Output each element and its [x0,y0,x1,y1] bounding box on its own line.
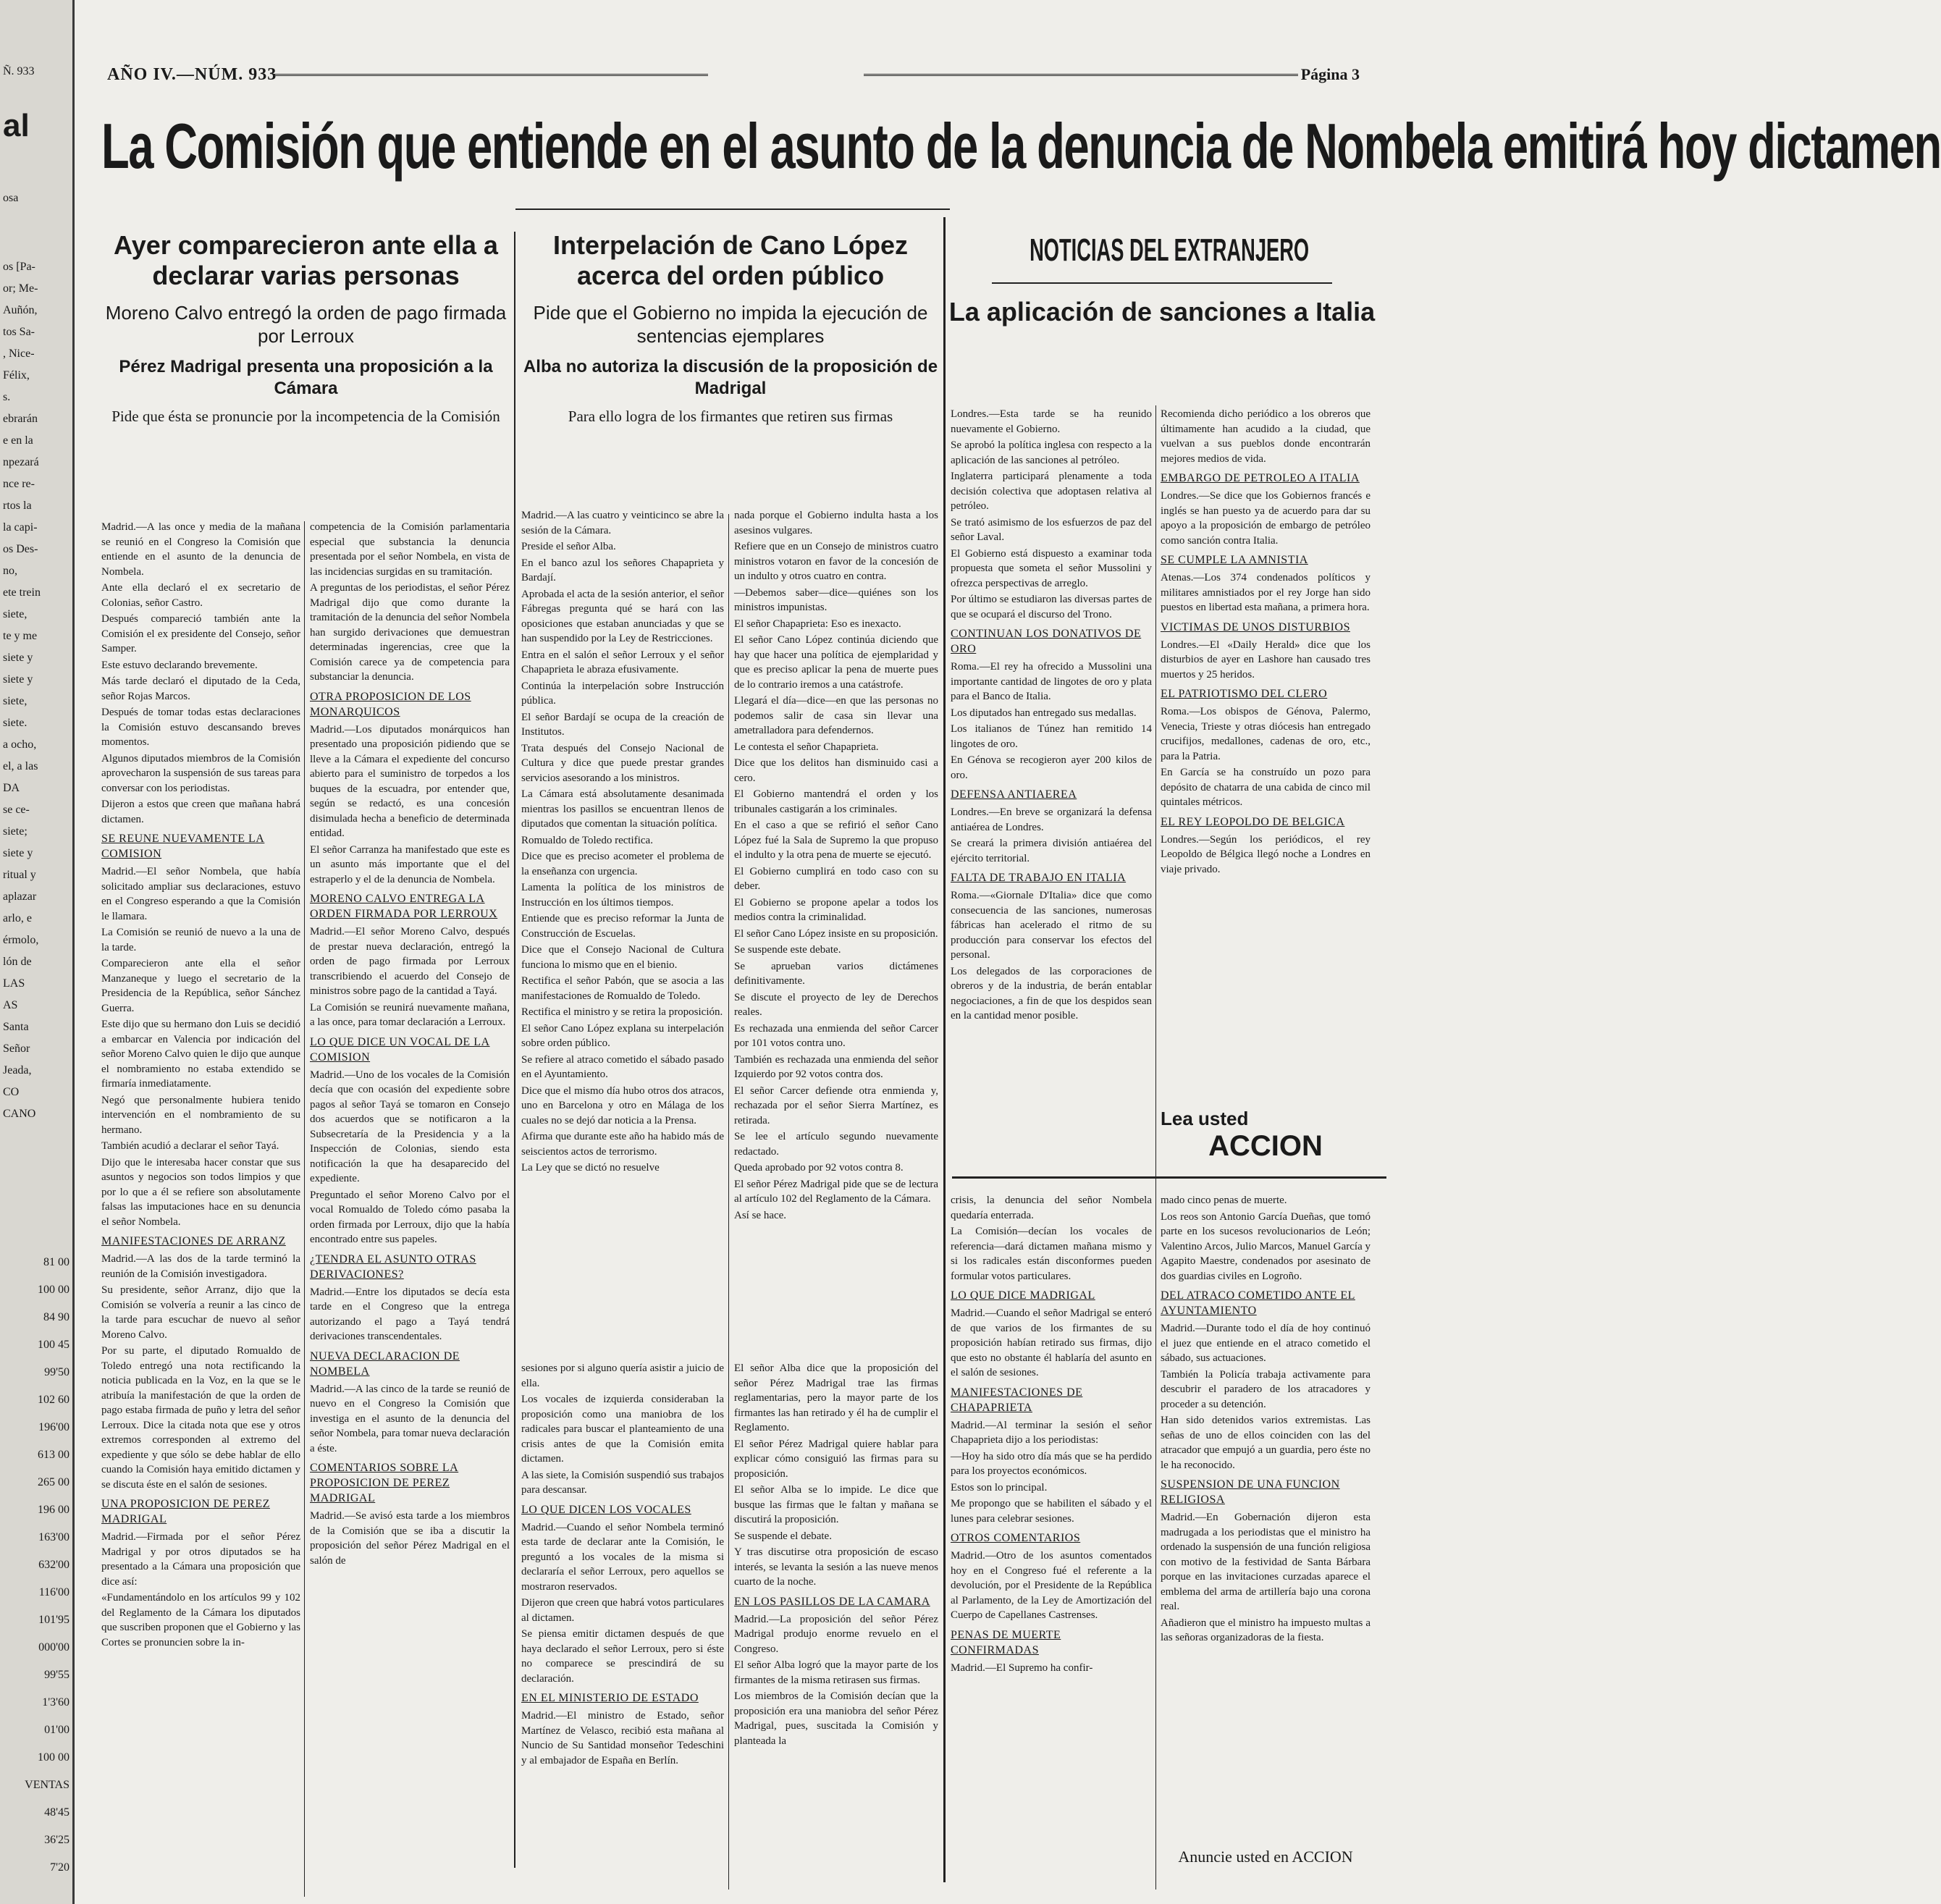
paragraph: Estos son lo principal. [951,1481,1048,1494]
section-subhead: MANIFESTACIONES DE CHAPAPRIETA [951,1386,1083,1414]
paragraph: Se refiere al atraco cometido el sábado pasado en el Ayuntamiento. [521,1053,724,1080]
spine-number: 100 45 [38,1339,70,1351]
spine-fragment: siete, [3,608,28,620]
section-subhead: NUEVA DECLARACION DE NOMBELA [310,1349,460,1378]
paragraph: Entiende que es preciso reformar la Junta de Construcción de Escuelas. [521,913,724,940]
left-deck-2: Pérez Madrigal presenta una proposición a la Cámara [119,357,493,398]
left-headline: Ayer comparecieron ante ella a declarar varias personas [114,230,498,290]
paragraph: Madrid.—Uno de los vocales de la Comisión decía que con ocasión del expediente sobre pagos al señor Tayá se tomaron en Consejo dos acuerdos que se notificaron a la Subsecretaría de la Presidencia y a la Inspección de Colonias, siendo esta notificación la que ha desaparecido del expediente. [310,1069,510,1184]
column-gutter-middle [728,514,729,1890]
continuation-column-6 [1161,1193,1371,1837]
section-subhead: CONTINUAN LOS DONATIVOS DE ORO [951,628,1142,655]
spine-number: VENTAS [25,1779,70,1791]
paragraph: sesiones por si alguno quería asistir a juicio de ella. [521,1362,724,1389]
foreign-column-6 [1161,407,1371,1087]
section-subhead: LO QUE DICE MADRIGAL [951,1289,1095,1302]
paragraph: Madrid.—Cuando el señor Madrigal se enteró de que varios de los firmantes de su proposición habían retirado sus firmas, dijo que esto no obstante él hablaría del asunto en el salón de sesiones. [951,1307,1152,1378]
spine-number: 100 00 [38,1751,70,1764]
continuation-column-5 [951,1193,1152,1888]
spine-number: 7'20 [50,1861,70,1874]
paragraph: Refiere que en un Consejo de ministros cuatro ministros votaron en favor de la concesión de un indulto y otros cuatro en contra. [734,541,938,582]
paragraph: Los delegados de las corporaciones de obreros y de la industria, de berán entablar negociaciones, a fin de que los despidos sean en la cantidad menor posible. [951,965,1152,1021]
paragraph: Es rechazada una enmienda del señor Carcer por 101 votos contra uno. [734,1022,938,1049]
spine-fragment: siete y [3,673,33,686]
section-subhead: DEFENSA ANTIAEREA [951,788,1077,801]
section-subhead: EMBARGO DE PETROLEO A ITALIA [1161,472,1360,484]
paragraph: La Ley que se dictó no resuelve [521,1162,660,1174]
paragraph: Madrid.—Durante todo el día de hoy continuó el juez que entiende en el atraco cometido el sábado, sus actuaciones. [1161,1323,1371,1364]
foreign-news-headline: La aplicación de sanciones a Italia [948,297,1376,327]
paragraph: También acudió a declarar el señor Tayá. [101,1140,279,1152]
spine-fragment: te y me [3,630,38,642]
section-subhead: FALTA DE TRABAJO EN ITALIA [951,872,1127,884]
paragraph: Así se hace. [734,1209,787,1221]
paragraph: Londres.—En breve se organizará la defensa antiaérea de Londres. [951,806,1152,833]
spine-fragment: Señor [3,1042,30,1055]
column-gutter-left [304,521,305,1897]
spine-fragment: se ce- [3,804,30,816]
spine-number: 265 00 [38,1476,70,1488]
paragraph: Se trató asimismo de los esfuerzos de paz del señor Laval. [951,516,1152,543]
paragraph: También la Policía trabaja activamente para descubrir el paradero de los atracadores y proceder a su detención. [1161,1368,1371,1410]
section-subhead: OTROS COMENTARIOS [951,1532,1081,1544]
paragraph: El señor Alba logró que la mayor parte de los firmantes de la misma retirasen sus firmas. [734,1659,938,1686]
spine-number: 102 60 [38,1394,70,1406]
spine-number: 196'00 [38,1421,70,1433]
paragraph: —Debemos saber—dice—quiénes son los ministros impunistas. [734,586,938,613]
spine-fragment: arlo, e [3,912,32,924]
section-subhead: OTRA PROPOSICION DE LOS MONARQUICOS [310,690,471,718]
spine-number: 632'00 [38,1559,70,1571]
paragraph: Londres.—Se dice que los Gobiernos francés e inglés se han puesto ya de acuerdo para dar su apoyo a la proposición de embargo de petróleo como sanción contra Italia. [1161,490,1371,547]
page-number: Página 3 [1300,65,1360,83]
section-subhead: DEL ATRACO COMETIDO ANTE EL AYUNTAMIENTO [1161,1289,1355,1317]
paragraph: Se suspende este debate. [734,944,841,956]
paragraph: Madrid.—A las once y media de la mañana se reunió en el Congreso la Comisión que entiende en el asunto de la denuncia de Nombela. [101,521,300,578]
spine-number: 100 00 [38,1284,70,1296]
paragraph: Se aprueban varios dictámenes definitivamente. [734,960,938,987]
section-subhead: SE CUMPLE LA AMNISTIA [1161,554,1308,566]
section-subhead: LO QUE DICEN LOS VOCALES [521,1503,691,1516]
paragraph: Madrid.—El Supremo ha confir- [951,1661,1093,1674]
middle-column-4-top [734,508,938,1359]
column-rule-2 [943,217,946,1882]
paragraph: Continúa la interpelación sobre Instrucción pública. [521,680,724,707]
paragraph: Me propongo que se habiliten el sábado y el lunes para celebrar sesiones. [951,1498,1152,1525]
paragraph: Dijo que le interesaba hacer constar que sus asuntos y negocios son todos limpios y que por lo que a él se refiere son absolutamente falsas las imputaciones hace en su denuncia el señor Nombela. [101,1156,300,1228]
paragraph: Recomienda dicho periódico a los obreros que últimamente han acudido a la ciudad, que vuelvan a sus pueblos donde encontrarán mejores medios de vida. [1161,408,1371,465]
middle-column-3-bottom [521,1361,724,1888]
spine-number: 116'00 [38,1586,70,1598]
section-subhead: EL PATRIOTISMO DEL CLERO [1161,688,1328,700]
spine-fragment: Félix, [3,369,30,382]
paragraph: El señor Carcer defiende otra enmienda y, rechazada por el señor Sierra Martínez, es retirada. [734,1084,938,1126]
adjacent-page-edge [0,0,75,1904]
middle-column-4-bottom [734,1361,938,1888]
spine-fragment: , Nice- [3,347,35,360]
paragraph: En Génova se recogieron ayer 200 kilos de oro. [951,754,1152,781]
paragraph: Madrid.—Los diputados monárquicos han presentado una proposición pidiendo que se lleve a la Cámara el expediente del concurso abierto para el suministro de torpedos a los buques de la escuadra, por entender que, según se redactó, es una concesión disimulada hecha a beneficio de determinada entidad. [310,723,510,839]
paragraph: Inglaterra participará plenamente a toda decisión colectiva que adoptasen relativa al petróleo. [951,471,1152,512]
foreign-column-5 [951,407,1152,1171]
left-article-heads [101,230,510,505]
paragraph: Madrid.—Firmada por el señor Pérez Madrigal y por otros diputados se ha presentado a la Cámara una proposición que dice así: [101,1531,300,1588]
paragraph: Negó que personalmente hubiera tenido intervención en el nombramiento de su hermano. [101,1094,300,1136]
paragraph: competencia de la Comisión parlamentaria especial que substancia la denuncia presentada por el señor Nombela, en vista de las incidencias surgidas en su tramitación. [310,521,510,578]
middle-deck-3: Para ello logra de los firmantes que retiren sus firmas [568,408,893,425]
paragraph: Queda aprobado por 92 votos contra 8. [734,1162,904,1174]
paragraph: El señor Alba se lo impide. Le dice que busque las firmas que le faltan y mañana se discutirá la proposición. [734,1484,938,1525]
paragraph: Algunos diputados miembros de la Comisión aprovecharon la suspensión de sus tareas para conversar con los periodistas. [101,752,300,794]
spine-fragment: la capi- [3,521,38,534]
paragraph: crisis, la denuncia del señor Nombela quedaría enterrada. [951,1195,1152,1221]
spine-fragment: lón de [3,956,32,968]
paragraph: Trata después del Consejo Nacional de Cultura y dice que puede prestar grandes servicios asesorando a los ministros. [521,742,724,784]
paragraph: Dijeron a estos que creen que mañana habrá dictamen. [101,799,300,825]
spine-fragment: Auñón, [3,304,38,316]
section-subhead: VICTIMAS DE UNOS DISTURBIOS [1161,620,1350,633]
paragraph: Afirma que durante este año ha habido más de seiscientos actos de terrorismo. [521,1131,724,1158]
paragraph: La Comisión se reunió de nuevo a la una de la tarde. [101,927,300,953]
middle-article-heads [521,230,940,505]
paragraph: —Hoy ha sido otro día más que se ha perdido para los proyectos económicos. [951,1450,1152,1477]
section-subhead: ¿TENDRA EL ASUNTO OTRAS DERIVACIONES? [310,1252,476,1281]
paragraph: Madrid.—Al terminar la sesión el señor Chapaprieta dijo a los periodistas: [951,1419,1152,1446]
paragraph: Madrid.—El señor Nombela, que había solicitado ampliar sus declaraciones, estuvo en el Congreso esperando a que la Comisión le llamara. [101,866,300,922]
paragraph: El señor Cano López continúa diciendo que hay que hacer una política de ejemplaridad y que es preciso aplicar la pena de muerte pues de lo contrario iremos a una catástrofe. [734,634,938,691]
spine-fragment: AS [3,999,18,1011]
accion-promo [1161,1108,1371,1173]
section-subhead: SE REUNE NUEVAMENTE LA COMISION [101,833,265,860]
left-deck-1: Moreno Calvo entregó la orden de pago firmada por Lerroux [105,302,507,347]
spine-fragment: no, [3,565,17,577]
header-rule-left [274,74,708,76]
spine-fragment: DA [3,782,20,794]
spine-fragment: npezará [3,456,39,468]
spine-number: 163'00 [38,1531,70,1543]
paragraph: Aprobada el acta de la sesión anterior, el señor Fábregas pregunta qué se hará con las oposiciones que estaban anunciadas y que se han suspendido por la Ley de Restricciones. [521,588,724,644]
spine-fragment: siete y [3,652,33,664]
paragraph: Madrid.—A las cuatro y veinticinco se abre la sesión de la Cámara. [521,510,724,536]
paragraph: Dice que el mismo día hubo otros dos atracos, uno en Barcelona y otro en Málaga de los cuales no se dejó dar noticia a la Prensa. [521,1084,724,1126]
paragraph: En el banco azul los señores Chapaprieta y Bardají. [521,557,724,584]
spine-fragment: siete, [3,695,28,707]
spine-number: 1'3'60 [42,1696,70,1709]
section-subhead: UNA PROPOSICION DE PEREZ MADRIGAL [101,1498,270,1525]
paragraph: Preguntado el señor Moreno Calvo por el vocal Romualdo de Toledo cómo pasaba la orden firmada por Lerroux, dijo que la había encontrado entre sus papeles. [310,1189,510,1245]
paragraph: Se suspende el debate. [734,1530,832,1542]
section-subhead: PENAS DE MUERTE CONFIRMADAS [951,1628,1061,1656]
paragraph: Han sido detenidos varios extremistas. Las señas de uno de ellos coinciden con las del atracador que empujó a un guardia, pero éste no le ha reconocido. [1161,1415,1371,1471]
left-article-column-1 [101,520,300,1888]
paragraph: Rectifica el ministro y se retira la proposición. [521,1006,723,1018]
paragraph: El señor Carranza ha manifestado que este es un asunto más importante que el del estraperlo y el de la denuncia de Nombela. [310,843,510,885]
paragraph: Ante ella declaró el ex secretario de Colonias, señor Castro. [101,582,300,609]
section-subhead: MORENO CALVO ENTREGA LA ORDEN FIRMADA POR LERROUX [310,893,498,920]
paragraph: La Cámara está absolutamente desanimada mientras los pasillos se encuentran llenos de diputados que comentan la situación política. [521,788,724,830]
paragraph: Este dijo que su hermano don Luis se decidió a embarcar en Valencia por indicación del señor Moreno Calvo quien le dijo que aunque el nombramiento no estaba extendido se firmaría inmediatamente. [101,1019,300,1090]
spine-fragment: os Des- [3,543,38,555]
paragraph: Madrid.—El señor Moreno Calvo, después de prestar nueva declaración, entregó la orden de pago firmada por Lerroux transcribiendo el acuerdo del Consejo de ministros sobre pago de la cantidad a Tayá. [310,926,510,997]
paragraph: Madrid.—Entre los diputados se decía esta tarde en el Congreso que la entrega autorizando el pago a Tayá tendrá derivaciones transcendentales. [310,1286,510,1342]
middle-deck-2: Alba no autoriza la discusión de la proposición de Madrigal [523,357,938,398]
spine-fragment: LAS [3,977,25,990]
foreign-news-heads [948,230,1376,397]
spine-fragment: os [Pa- [3,261,35,273]
paragraph: Rectifica el señor Pabón, que se asocia a las manifestaciones de Romualdo de Toledo. [521,975,724,1002]
spine-number: 000'00 [38,1641,70,1654]
paragraph: En García se ha construído un pozo para depósito de chatarra de una cabida de cinco mil quintales métricos. [1161,767,1371,808]
paragraph: El Gobierno está dispuesto a examinar toda propuesta que someta el señor Mussolini y ofrezca perspectivas de arreglo. [951,547,1152,589]
paragraph: El señor Cano López insiste en su proposición. [734,927,938,940]
paragraph: «Fundamentándolo en los artículos 99 y 102 del Reglamento de la Cámara los diputados que suscriben proponen que el Gobierno y las Cortes se pronuncien sobre la in- [101,1592,300,1648]
accion-promo-name: ACCION [1208,1130,1323,1162]
spine-fragment: Santa [3,1021,29,1033]
paragraph: Madrid.—Se avisó esta tarde a los miembros de la Comisión que se iba a discutir la proposición del señor Pérez Madrigal en el salón de [310,1510,510,1567]
paragraph: Después de tomar todas estas declaraciones la Comisión estuvo descansando breves momentos. [101,707,300,748]
paragraph: Y tras discutirse otra proposición de escaso interés, se levanta la sesión a las nueve menos cuarto de la noche. [734,1546,938,1588]
paragraph: Preside el señor Alba. [521,541,616,552]
spine-fragment: siete. [3,717,28,729]
page-header [107,62,1360,88]
spine-fragment: nce re- [3,478,35,490]
section-subhead: EN LOS PASILLOS DE LA CAMARA [734,1595,930,1608]
paragraph: El señor Cano López explana su interpelación sobre orden público. [521,1022,724,1049]
paragraph: Roma.—El rey ha ofrecido a Mussolini una importante cantidad de lingotes de oro y plata para el Banco de Italia. [951,661,1152,702]
spine-number: 101'95 [38,1614,70,1626]
paragraph: Londres.—Según los periódicos, el rey Leopoldo de Bélgica llegó noche a Londres en viaje privado. [1161,833,1371,875]
spine-fragment: aplazar [3,890,37,903]
paragraph: nada porque el Gobierno indulta hasta a los asesinos vulgares. [734,510,938,536]
paragraph: Madrid.—Otro de los asuntos comentados hoy en el Congreso fué el referente a la devolución, por el Presidente de la República al Parlamento, de la Ley de Amortización del Cuerpo de Capellanes Castrenses. [951,1550,1152,1621]
paragraph: Se creará la primera división antiaérea del ejército territorial. [951,838,1152,864]
spine-number: 01'00 [44,1724,70,1736]
paragraph: Después compareció también ante la Comisión el ex presidente del Consejo, señor Samper. [101,613,300,654]
paragraph: Dice que los delitos han disminuido casi a cero. [734,757,938,784]
section-subhead: EL REY LEOPOLDO DE BELGICA [1161,815,1345,828]
paragraph: El señor Alba dice que la proposición del señor Pérez Madrigal trae las firmas reglamentarias, pero la mayor parte de los firmantes las han retirado y él ha de cumplir el Reglamento. [734,1362,938,1433]
spine-fragment: Ñ. 933 [3,65,35,77]
paragraph: Le contesta el señor Chapaprieta. [734,741,879,753]
spine-fragment: CO [3,1086,20,1098]
section-subhead: EN EL MINISTERIO DE ESTADO [521,1692,699,1704]
spine-fragment: siete; [3,825,28,838]
paragraph: El señor Pérez Madrigal quiere hablar para explicar cómo consiguió las firmas para su proposición. [734,1438,938,1480]
paragraph: Los miembros de la Comisión decían que la proposición era una maniobra del señor Pérez Madrigal, pues, suscitada la Comisión y planteada la [734,1690,938,1747]
spine-number: 48'45 [44,1806,70,1819]
paragraph: El Gobierno mantendrá el orden y los tribunales castigarán a los criminales. [734,788,938,815]
issue-number: AÑO IV.—NÚM. 933 [107,65,277,84]
paragraph: Londres.—Esta tarde se ha reunido nuevamente el Gobierno. [951,408,1152,435]
paragraph: Este estuvo declarando brevemente. [101,659,258,671]
paragraph: Los vocales de izquierda consideraban la proposición como una maniobra de los radicales para buscar el planteamiento de una crisis antes de que la Comisión emita dictamen. [521,1394,724,1465]
paragraph: El señor Pérez Madrigal pide que se de lectura al artículo 102 del Reglamento de la Cámara. [734,1178,938,1205]
spine-fragment: a ocho, [3,738,37,751]
paragraph: Dice que es preciso acometer el problema de la enseñanza con urgencia. [521,851,724,877]
spine-number: 613 00 [38,1449,70,1461]
foreign-news-title: NOTICIAS DEL EXTRANJERO [1030,232,1310,268]
paragraph: Más tarde declaró el diputado de la Ceda, señor Rojas Marcos. [101,675,300,702]
spine-fragment: tos Sa- [3,326,35,338]
spine-fragment: CANO [3,1108,36,1120]
spine-fragment: el, a las [3,760,38,772]
paragraph: Roma.—«Giornale D'Italia» dice que como consecuencia de las sanciones, numerosas fábricas han acelerado el ritmo de su producción para conservar los efectos del personal. [951,890,1152,961]
paragraph: Madrid.—A las cinco de la tarde se reunió de nuevo en el Congreso la Comisión que investiga en el asunto de la denuncia del señor Nombela, para tomar nueva declaración a éste. [310,1383,510,1454]
banner-headline [101,103,1941,190]
section-subhead: MANIFESTACIONES DE ARRANZ [101,1235,286,1247]
spine-number: 99'50 [44,1366,70,1378]
paragraph: Lamenta la política de los ministros de Instrucción en los últimos tiempos. [521,882,724,909]
paragraph: El señor Bardají se ocupa de la creación de Institutos. [521,711,724,738]
spine-fragment: osa [3,192,19,204]
header-rule-right [864,74,1298,76]
spine-fragment: Jeada, [3,1064,32,1077]
banner-underline [515,208,950,210]
paragraph: Atenas.—Los 374 condenados políticos y militares amnistiados por el rey Jorge han sido puestos en libertad esta mañana, a primera hora. [1161,572,1371,613]
paragraph: Su presidente, señor Arranz, dijo que la Comisión se volvería a reunir a las cinco de la tarde para escuchar de nuevo al señor Moreno Calvo. [101,1284,300,1341]
paragraph: Por su parte, el diputado Romualdo de Toledo entregó una nota rectificando la noticia publicada en la Voz, en la que se le atribuía la manifestación de que la orden de pago estaba firmada de puño y letra del señor Lerroux. Dice la citada nota que ese y otros extremos corresponden al extremo del expediente y que sólo se debe hablar de ello cuando la Comisión haya emitido dictamen y se discuta éste en el salón de sesiones. [101,1345,300,1491]
banner-text: La Comisión que entiende en el asunto de la denuncia de Nombela emitirá hoy dictamen [101,110,1941,182]
paragraph: La Comisión se reunirá nuevamente mañana, a las once, para tomar declaración a Lerroux. [310,1001,510,1028]
paragraph: Comparecieron ante ella el señor Manzaneque y luego el secretario de la Presidencia de la República, señor Sánchez Guerra. [101,958,300,1014]
paragraph: Añadieron que el ministro ha impuesto multas a las señoras organizadoras de la fiesta. [1161,1617,1371,1643]
paragraph: Madrid.—La proposición del señor Pérez Madrigal produjo enorme revuelo en el Congreso. [734,1613,938,1655]
paragraph: Madrid.—Cuando el señor Nombela terminó esta tarde de declarar ante la Comisión, le preguntó a los vocales de la misma si declararía el señor Lerroux, pero aquellos se mostraron reservados. [521,1521,724,1593]
spine-fragment: al [3,108,30,143]
spine-fragment: ebrarán [3,413,38,425]
paragraph: En el caso a que se refirió el señor Cano López fué la Sala de Supremo la que propuso el indulto y la otra pena de muerte se ejecutó. [734,820,938,861]
spine-fragment: or; Me- [3,282,38,295]
spine-fragment: érmolo, [3,934,39,946]
paragraph: Se discute el proyecto de ley de Derechos reales. [734,991,938,1018]
left-article-column-2 [310,520,510,1888]
middle-headline: Interpelación de Cano López acerca del orden público [552,230,909,290]
column-rule-1 [514,232,515,1868]
paragraph: Los diputados han entregado sus medallas. [951,707,1137,719]
paragraph: Los reos son Antonio García Dueñas, que tomó parte en los sucesos revolucionarios de León; Valentino Arcos, Julio Marcos, Manuel García y Agapito Maestre, condenados por asesinato de dos guardias civiles en Logroño. [1161,1210,1371,1282]
column-gutter-right [1155,405,1156,1890]
spine-fragment: ete trein [3,586,41,599]
paragraph: Por último se estudiaron las diversas partes de que se ocupará el discurso del Trono. [951,594,1152,620]
spine-number: 99'55 [44,1669,70,1681]
paragraph: La Comisión—decían los vocales de referencia—dará dictamen mañana mismo y si los radicales están disconformes pueden formular votos particulares. [951,1226,1152,1282]
paragraph: A preguntas de los periodistas, el señor Pérez Madrigal dijo que como durante la tramitación de la denuncia del señor Nombela han surgido derivaciones que demuestran determinadas ingerencias, cree que la Comisión carece ya de competencia para substanciar la denuncia. [310,582,510,683]
footer-promo: Anuncie usted en ACCION [1178,1848,1353,1866]
paragraph: Se lee el artículo segundo nuevamente redactado. [734,1131,938,1158]
spine-number: 196 00 [38,1504,70,1516]
spine-number: 84 90 [43,1311,70,1323]
section-subhead: SUSPENSION DE UNA FUNCION RELIGIOSA [1161,1478,1340,1506]
paragraph: Dijeron que creen que habrá votos particulares al dictamen. [521,1597,724,1624]
spine-number: 81 00 [43,1256,70,1268]
spine-fragment: e en la [3,434,33,447]
paragraph: Se piensa emitir dictamen después de que haya declarado el señor Lerroux, pero si éste no comparece se prescindirá de su declaración. [521,1628,724,1685]
section-subhead: COMENTARIOS SOBRE LA PROPOSICION DE PEREZ MADRIGAL [310,1462,459,1504]
spine-fragment: siete y [3,847,33,859]
paragraph: El Gobierno cumplirá en todo caso con su deber. [734,865,938,892]
foreign-news-rule [992,282,1332,284]
spine-fragment: s. [3,391,11,403]
paragraph: Madrid.—En Gobernación dijeron esta madrugada a los periodistas que el ministro ha ordenado la suspensión de una función religiosa con motivo de la festividad de Santa Bárbara porque en las invitaciones curzadas aparece el emblema del arma de artillería bajo una corona real. [1161,1512,1371,1612]
paragraph: Los italianos de Túnez han remitido 14 lingotes de oro. [951,723,1152,750]
paragraph: Romualdo de Toledo rectifica. [521,834,653,846]
section-subhead: LO QUE DICE UN VOCAL DE LA COMISION [310,1035,490,1063]
left-deck-3: Pide que ésta se pronuncie por la incompetencia de la Comisión [111,408,500,425]
paragraph: Llegará el día—dice—en que las personas no podemos salir de casa sin llevar una ametralladora para defendernos. [734,695,938,736]
paragraph: Madrid.—A las dos de la tarde terminó la reunión de la Comisión investigadora. [101,1253,300,1280]
accion-promo-label: Lea usted [1161,1108,1249,1129]
middle-deck-1: Pide que el Gobierno no impida la ejecución de sentencias ejemplares [533,302,928,347]
spine-fragment: rtos la [3,500,32,512]
paragraph: También es rechazada una enmienda del señor Izquierdo por 92 votos contra dos. [734,1053,938,1080]
spine-fragment: ritual y [3,869,36,881]
spine-number: 36'25 [44,1834,70,1846]
paragraph: Madrid.—El ministro de Estado, señor Martínez de Velasco, recibió esta mañana al Nuncio de Su Santidad monseñor Tedeschini y al embajador de España en Berlín. [521,1710,724,1766]
paragraph: El Gobierno se propone apelar a todos los medios contra la criminalidad. [734,896,938,923]
paragraph: A las siete, la Comisión suspendió sus trabajos para descansar. [521,1469,724,1496]
paragraph: mado cinco penas de muerte. [1161,1195,1287,1206]
paragraph: Dice que el Consejo Nacional de Cultura funciona lo mismo que en el bienio. [521,944,724,971]
paragraph: Londres.—El «Daily Herald» dice que los disturbios de ayer en Lashore han causado tres muertos y 25 heridos. [1161,639,1371,681]
paragraph: Roma.—Los obispos de Génova, Palermo, Venecia, Trieste y otras diócesis han entregado crucifijos, medallones, cadenas de oro, etc., para la Patria. [1161,706,1371,762]
middle-column-3-top [521,508,724,1359]
paragraph: Entra en el salón el señor Lerroux y el señor Chapaprieta le abraza efusivamente. [521,649,724,675]
right-section-divider [952,1176,1386,1179]
paragraph: El señor Chapaprieta: Eso es inexacto. [734,618,901,630]
paragraph: Se aprobó la política inglesa con respecto a la aplicación de las sanciones al petróleo. [951,439,1152,466]
